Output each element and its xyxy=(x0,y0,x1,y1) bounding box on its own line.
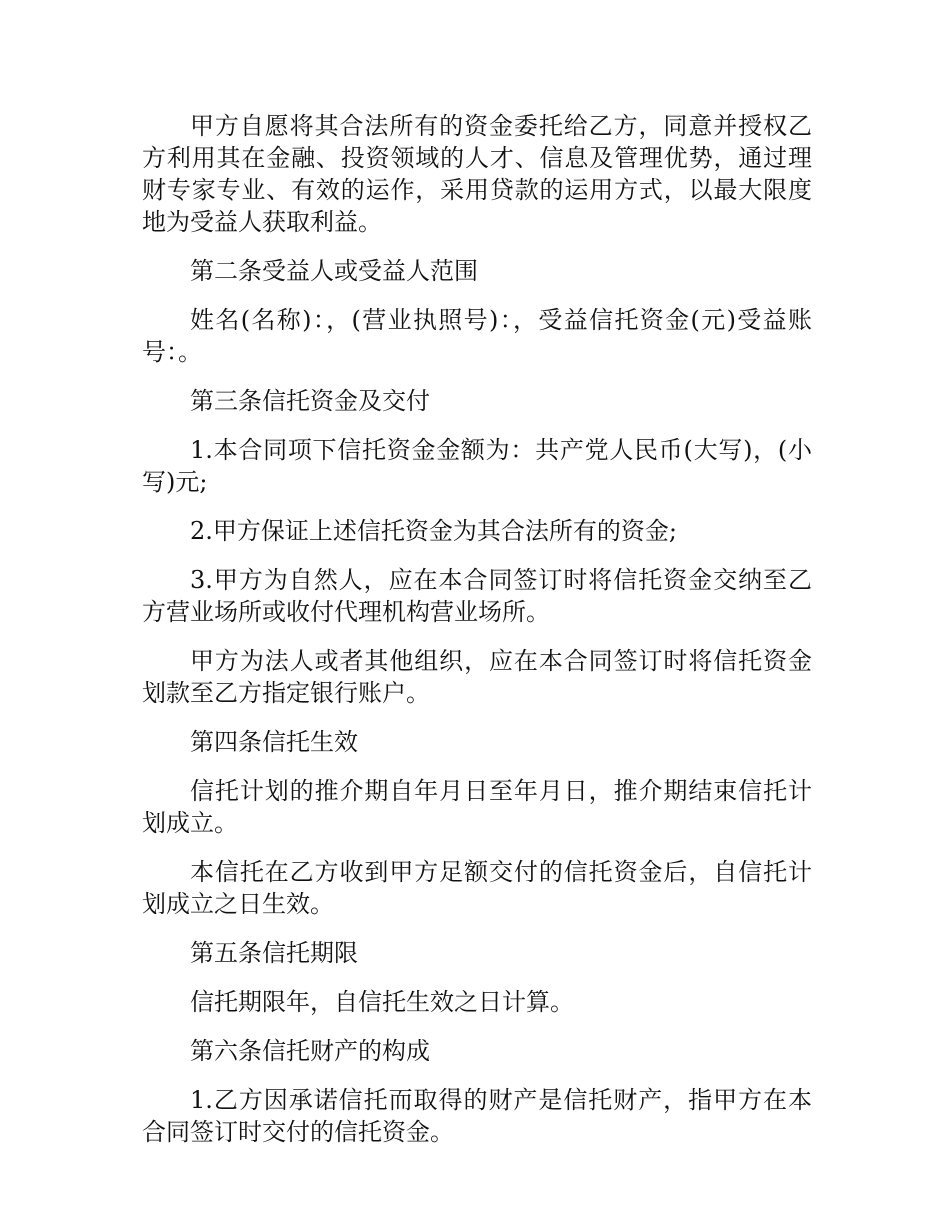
paragraph-intro: 甲方自愿将其合法所有的资金委托给乙方，同意并授权乙方利用其在金融、投资领域的人才、信息及管理优势，通过理财专家专业、有效的运作，采用贷款的运用方式，以最大限度地为受益人获取利益。 xyxy=(142,112,812,236)
paragraph-trust-term: 信托期限年，自信托生效之日计算。 xyxy=(190,988,574,1016)
paragraph-natural-person-payment: 3.甲方为自然人，应在本合同签订时将信托资金交纳至乙方营业场所或收付代理机构营业场所。 xyxy=(142,566,812,626)
heading-article-5: 第五条信托期限 xyxy=(190,939,358,967)
paragraph-trust-effective: 本信托在乙方收到甲方足额交付的信托资金后，自信托计划成立之日生效。 xyxy=(142,858,812,918)
paragraph-funds-guarantee: 2.甲方保证上述信托资金为其合法所有的资金; xyxy=(190,517,677,545)
heading-article-4: 第四条信托生效 xyxy=(190,728,358,756)
paragraph-beneficiary-info: 姓名(名称)：，(营业执照号)：，受益信托资金(元)受益账号：。 xyxy=(142,306,812,366)
heading-article-6: 第六条信托财产的构成 xyxy=(190,1037,430,1065)
heading-article-3: 第三条信托资金及交付 xyxy=(190,387,430,415)
paragraph-legal-person-payment: 甲方为法人或者其他组织，应在本合同签订时将信托资金划款至乙方指定银行账户。 xyxy=(142,647,812,707)
document-page xyxy=(142,110,812,1165)
paragraph-trust-property: 1.乙方因承诺信托而取得的财产是信托财产，指甲方在本合同签订时交付的信托资金。 xyxy=(142,1086,812,1146)
paragraph-trust-amount: 1.本合同项下信托资金金额为：共产党人民币(大写)，(小写)元; xyxy=(142,436,812,496)
paragraph-promotion-period: 信托计划的推介期自年月日至年月日，推介期结束信托计划成立。 xyxy=(142,777,812,837)
heading-article-2: 第二条受益人或受益人范围 xyxy=(190,257,478,285)
